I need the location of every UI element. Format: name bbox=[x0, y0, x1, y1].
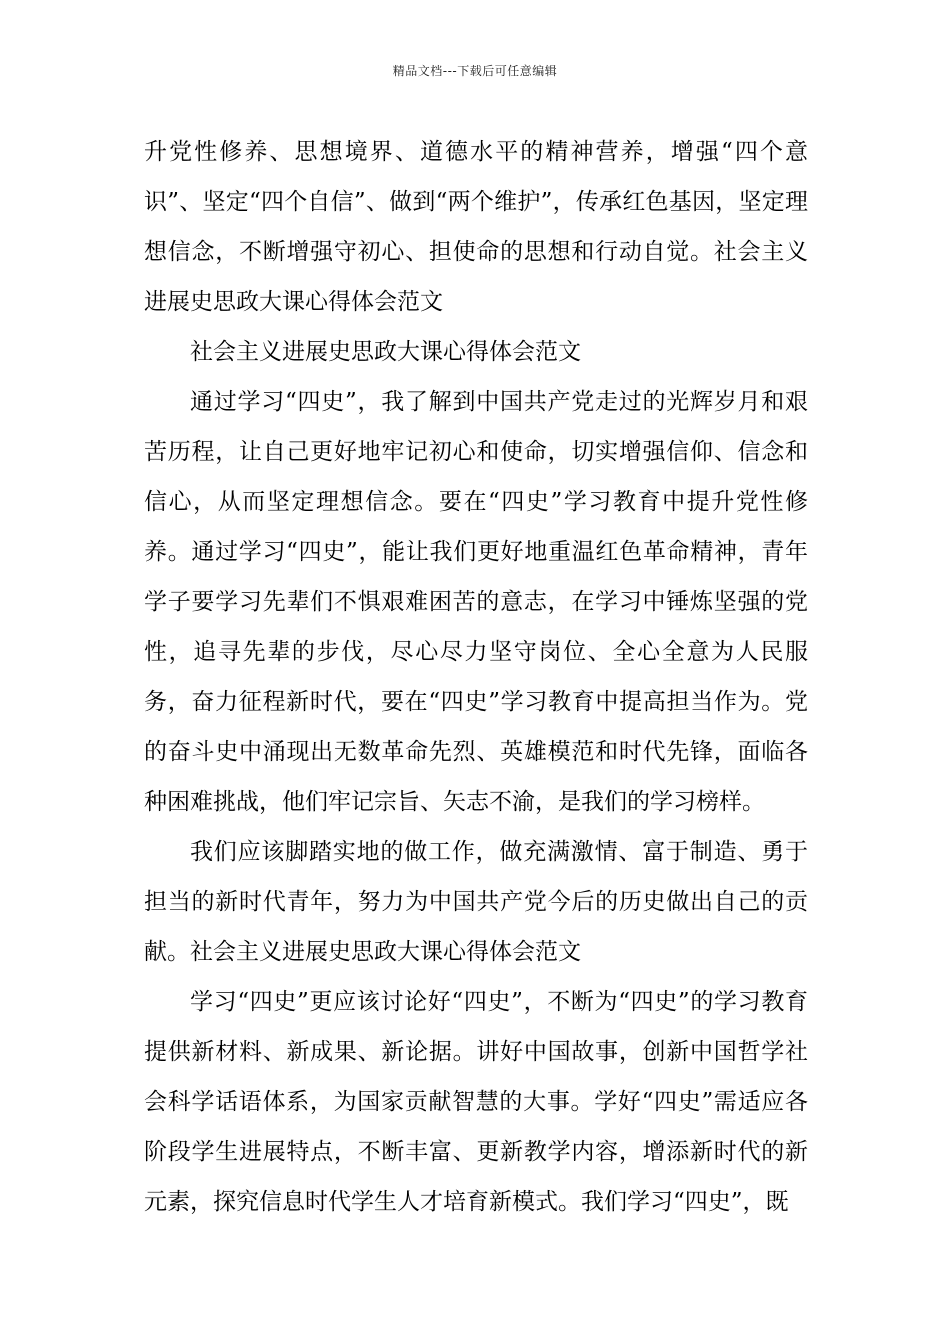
paragraph-body: 我们应该脚踏实地的做工作，做充满激情、富于制造、勇于担当的新时代青年，努力为中国共产党今后的历史做出自己的贡献。社会主义进展史思政大课心得体会范文 bbox=[144, 839, 808, 965]
paragraph-body: 学习“四史”更应该讨论好“四史”，不断为“四史”的学习教育提供新材料、新成果、新论据。讲好中国故事，创新中国哲学社会科学话语体系，为国家贡献智慧的大事。学好“四史”需适应各阶段学生进展特点，不断丰富、更新教学内容，增添新时代的新元素，探究信息时代学生人才培育新模式。我们学习“四史”，既 bbox=[144, 989, 808, 1215]
paragraph-continuation: 升党性修养、思想境界、道德水平的精神营养，增强“四个意识”、坚定“四个自信”、做到“两个维护”，传承红色基因，坚定理想信念，不断增强守初心、担使命的思想和行动自觉。社会主义进展史思政大课心得体会范文 bbox=[144, 139, 808, 315]
document-body bbox=[144, 127, 808, 1227]
paragraph-body: 通过学习“四史”，我了解到中国共产党走过的光辉岁月和艰苦历程，让自己更好地牢记初心和使命，切实增强信仰、信念和信心，从而坚定理想信念。要在“四史”学习教育中提升党性修养。通过学习“四史”，能让我们更好地重温红色革命精神，青年学子要学习先辈们不惧艰难困苦的意志，在学习中锤炼坚强的党性，追寻先辈的步伐，尽心尽力坚守岗位、全心全意为人民服务，奋力征程新时代，要在“四史”学习教育中提高担当作为。党的奋斗史中涌现出无数革命先烈、英雄模范和时代先锋，面临各种困难挑战，他们牢记宗旨、矢志不渝，是我们的学习榜样。 bbox=[144, 389, 808, 815]
page-header: 精品文档---下载后可任意编辑 bbox=[392, 64, 558, 78]
paragraph-heading: 社会主义进展史思政大课心得体会范文 bbox=[190, 339, 581, 365]
